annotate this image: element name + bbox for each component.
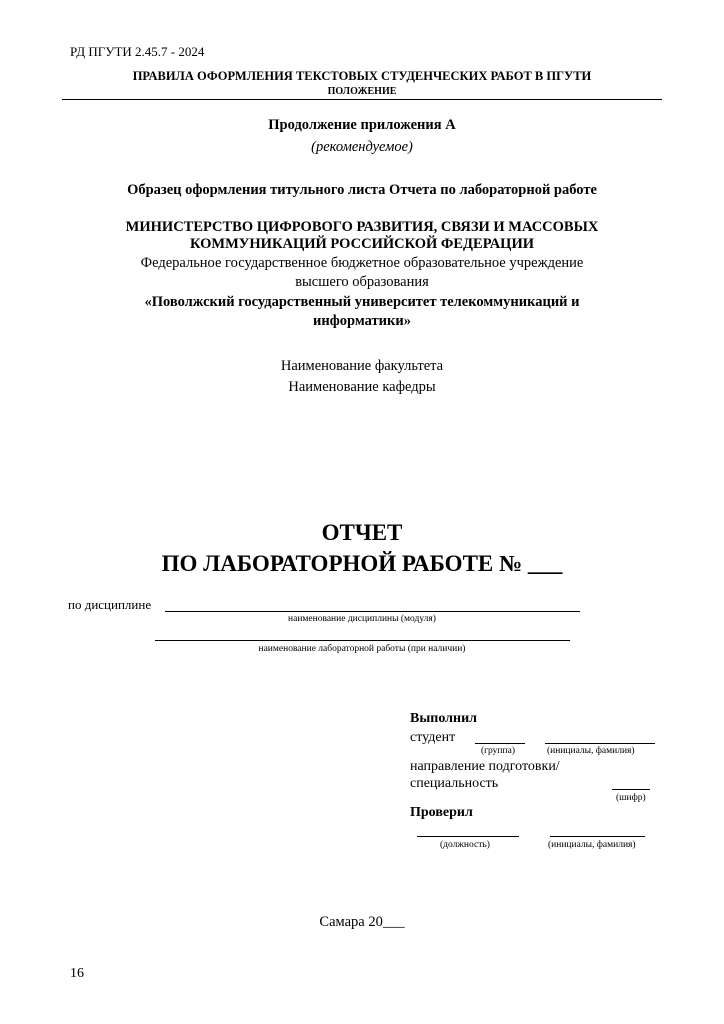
header-subtitle: ПОЛОЖЕНИЕ — [327, 86, 397, 97]
position-caption: (должность) — [440, 840, 490, 850]
organization-line-1: Федеральное государственное бюджетное образовательное учреждение — [140, 255, 584, 271]
group-caption: (группа) — [481, 746, 515, 756]
header-title: ПРАВИЛА ОФОРМЛЕНИЯ ТЕКСТОВЫХ СТУДЕНЧЕСКИХ РАБОТ В ПГУТИ — [132, 69, 592, 83]
ministry-line-1: МИНИСТЕРСТВО ЦИФРОВОГО РАЗВИТИЯ, СВЯЗИ И МАССОВЫХ — [125, 219, 599, 235]
discipline-label: по дисциплине — [68, 597, 152, 612]
header-divider — [62, 99, 662, 100]
student-initials-caption: (инициалы, фамилия) — [547, 746, 635, 756]
student-initials-underline — [545, 743, 655, 744]
document-code: РД ПГУТИ 2.45.7 - 2024 — [70, 44, 205, 59]
city-year: Самара 20___ — [319, 914, 405, 930]
direction-label-line-2: специальность — [410, 776, 499, 791]
ministry-line-2: КОММУНИКАЦИЙ РОССИЙСКОЙ ФЕДЕРАЦИИ — [189, 236, 535, 252]
direction-label-line-1: направление подготовки/ — [410, 759, 560, 774]
sample-title: Образец оформления титульного листа Отчета по лабораторной работе — [127, 182, 597, 198]
checker-initials-caption: (инициалы, фамилия) — [548, 840, 636, 850]
appendix-note: (рекомендуемое) — [311, 139, 413, 155]
department-name: Наименование кафедры — [288, 379, 436, 395]
code-underline — [612, 789, 650, 790]
university-line-2: информатики» — [313, 313, 411, 329]
discipline-caption: наименование дисциплины (модуля) — [288, 614, 436, 624]
discipline-underline — [165, 611, 580, 612]
student-label: студент — [410, 730, 456, 745]
organization-line-2: высшего образования — [295, 274, 429, 290]
work-title-underline — [155, 640, 570, 641]
performed-heading: Выполнил — [410, 711, 477, 726]
report-subtitle: ПО ЛАБОРАТОРНОЙ РАБОТЕ № ___ — [161, 551, 563, 576]
checker-initials-underline — [550, 836, 645, 837]
appendix-title: Продолжение приложения А — [268, 117, 456, 133]
work-title-caption: наименование лабораторной работы (при наличии) — [258, 644, 466, 654]
position-underline — [417, 836, 519, 837]
faculty-name: Наименование факультета — [280, 358, 444, 374]
university-line-1: «Поволжский государственный университет телекоммуникаций и — [144, 294, 580, 310]
group-underline — [475, 743, 525, 744]
checked-heading: Проверил — [410, 805, 473, 820]
report-title: ОТЧЕТ — [321, 520, 403, 545]
page-number: 16 — [70, 966, 84, 981]
code-caption: (шифр) — [616, 793, 646, 803]
